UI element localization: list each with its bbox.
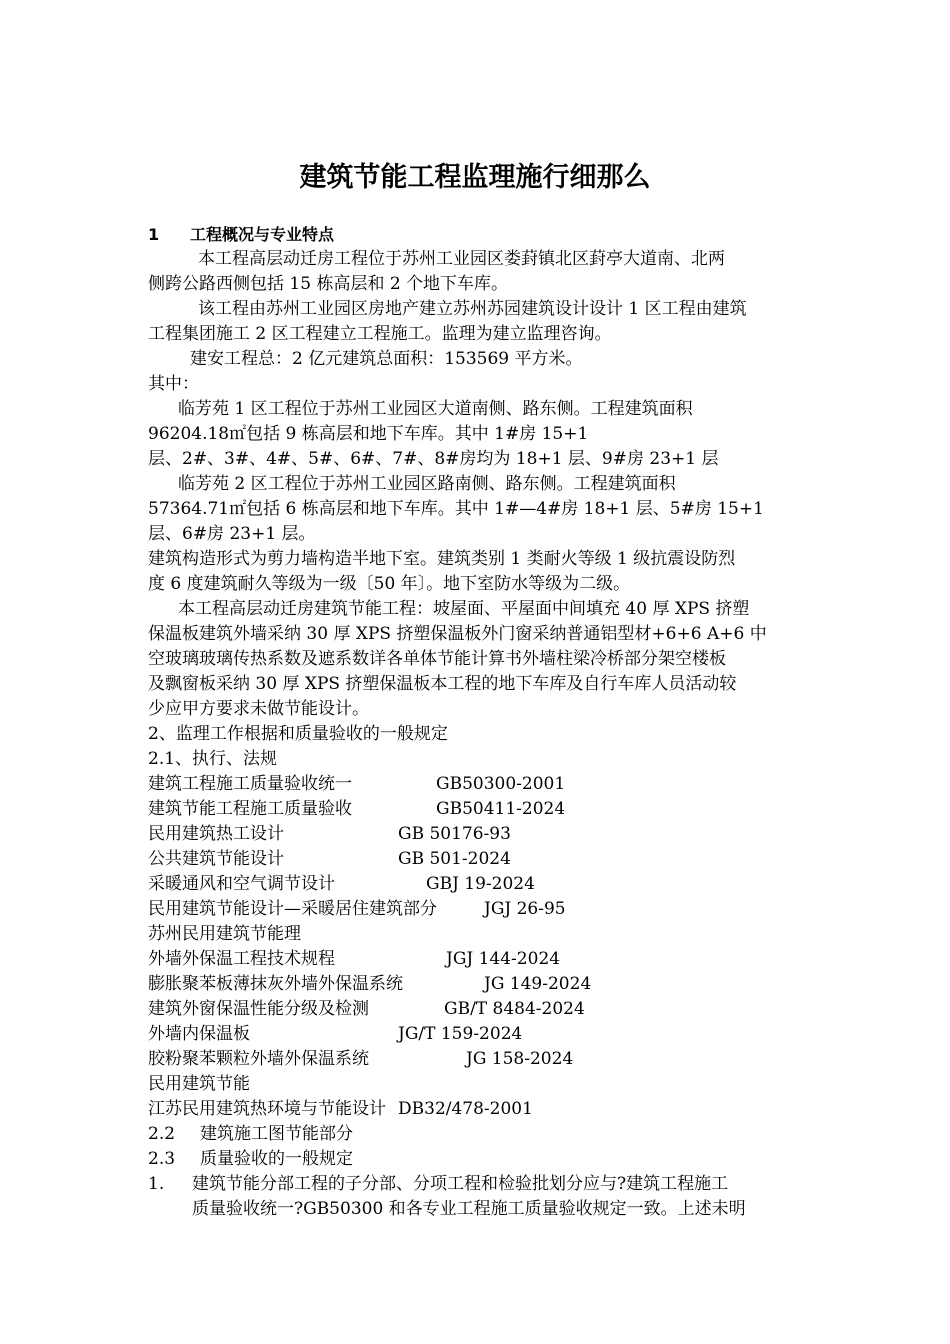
standard-name: 民用建筑节能 xyxy=(148,1074,250,1094)
subsection-2-1-heading: 2.1、执行、法规 xyxy=(148,749,278,769)
standard-name: 外墙内保温板 xyxy=(148,1024,250,1044)
standard-row xyxy=(148,1022,808,1047)
standard-name: 民用建筑节能设计—采暖居住建筑部分 xyxy=(148,899,437,919)
standard-name: 外墙外保温工程技术规程 xyxy=(148,949,335,969)
standard-row xyxy=(148,1047,808,1072)
standard-name: 胶粉聚苯颗粒外墙外保温系统 xyxy=(148,1049,369,1069)
document-body xyxy=(148,222,808,1222)
standard-name: 江苏民用建筑热环境与节能设计 xyxy=(148,1099,386,1119)
standard-code: JGJ 26-95 xyxy=(484,899,566,919)
standard-code: JG/T 159-2024 xyxy=(398,1024,523,1044)
standard-row xyxy=(148,797,808,822)
standard-name: 苏州民用建筑节能理 xyxy=(148,924,301,944)
paragraph-line: 及飘窗板采纳 30 厚 XPS 挤塑保温板本工程的地下车库及自行车库人员活动较 xyxy=(148,674,737,694)
paragraph-line: 保温板建筑外墙采纳 30 厚 XPS 挤塑保温板外门窗采纳普通铝型材+6+6 A+6 中 xyxy=(148,624,767,644)
standard-name: 建筑工程施工质量验收统一 xyxy=(148,774,352,794)
paragraph-line: 本工程高层动迁房建筑节能工程：坡屋面、平屋面中间填充 40 厚 XPS 挤塑 xyxy=(178,599,750,619)
paragraph-line: 侧跨公路西侧包括 15 栋高层和 2 个地下车库。 xyxy=(148,274,509,294)
subsection-text: 质量验收的一般规定 xyxy=(200,1149,353,1169)
standard-row xyxy=(148,1097,808,1122)
standard-code: GB/T 8484-2024 xyxy=(444,999,585,1019)
paragraph-line: 57364.71㎡包括 6 栋高层和地下车库。其中 1#—4#房 18+1 层、5#房 15+1 xyxy=(148,499,764,519)
subsection-number: 2.3 xyxy=(148,1149,176,1169)
standard-row xyxy=(148,772,808,797)
standard-name: 膨胀聚苯板薄抹灰外墙外保温系统 xyxy=(148,974,403,994)
standard-name: 公共建筑节能设计 xyxy=(148,849,284,869)
standard-name: 民用建筑热工设计 xyxy=(148,824,284,844)
paragraph-line: 度 6 度建筑耐久等级为一级〔50 年〕。地下室防水等级为二级。 xyxy=(148,574,631,594)
standard-name: 建筑节能工程施工质量验收 xyxy=(148,799,352,819)
paragraph-line: 临芳苑 2 区工程位于苏州工业园区路南侧、路东侧。工程建筑面积 xyxy=(178,474,676,494)
paragraph-line: 层、2#、3#、4#、5#、6#、7#、8#房均为 18+1 层、9#房 23+1 层 xyxy=(148,449,719,469)
paragraph-line: 本工程高层动迁房工程位于苏州工业园区娄葑镇北区葑亭大道南、北两 xyxy=(198,249,725,269)
section-number: 1 xyxy=(148,225,160,244)
list-item xyxy=(148,1172,808,1197)
paragraph-line: 空玻璃玻璃传热系数及遮系数详各单体节能计算书外墙柱梁冷桥部分架空楼板 xyxy=(148,649,726,669)
paragraph-line: 层、6#房 23+1 层。 xyxy=(148,524,316,544)
subsection-text: 建筑施工图节能部分 xyxy=(200,1124,353,1144)
list-item-text: 建筑节能分部工程的子分部、分项工程和检验批划分应与?建筑工程施工 xyxy=(192,1174,729,1194)
standard-name: 建筑外窗保温性能分级及检测 xyxy=(148,999,369,1019)
section-heading-text: 工程概况与专业特点 xyxy=(190,225,335,244)
section-2-heading: 2、监理工作根据和质量验收的一般规定 xyxy=(148,724,448,744)
standard-row xyxy=(148,947,808,972)
standard-code: GB50300-2001 xyxy=(436,774,566,794)
paragraph-line: 少应甲方要求未做节能设计。 xyxy=(148,699,369,719)
standard-row xyxy=(148,1072,808,1097)
paragraph-line: 其中： xyxy=(148,374,199,394)
paragraph-line: 临芳苑 1 区工程位于苏州工业园区大道南侧、路东侧。工程建筑面积 xyxy=(178,399,693,419)
paragraph-line: 建筑构造形式为剪力墙构造半地下室。建筑类别 1 类耐火等级 1 级抗震设防烈 xyxy=(148,549,736,569)
standard-row xyxy=(148,847,808,872)
paragraph-line: 96204.18㎡包括 9 栋高层和地下车库。其中 1#房 15+1 xyxy=(148,424,589,444)
subsection-2-2-heading xyxy=(148,1122,808,1147)
document-title: 建筑节能工程监理施行细那么 xyxy=(299,162,651,193)
standard-row xyxy=(148,822,808,847)
list-item-number: 1. xyxy=(148,1174,165,1194)
standard-code: GB 50176-93 xyxy=(398,824,511,844)
standard-name: 采暖通风和空气调节设计 xyxy=(148,874,335,894)
standard-code: JG 158-2024 xyxy=(466,1049,574,1069)
standard-row xyxy=(148,972,808,997)
standard-code: DB32/478-2001 xyxy=(398,1099,533,1119)
standard-code: JGJ 144-2024 xyxy=(446,949,561,969)
standard-row xyxy=(148,897,808,922)
paragraph-line: 该工程由苏州工业园区房地产建立苏州苏园建筑设计设计 1 区工程由建筑 xyxy=(198,299,747,319)
standard-code: JG 149-2024 xyxy=(484,974,592,994)
standard-row xyxy=(148,872,808,897)
standard-code: GB50411-2024 xyxy=(436,799,566,819)
standards-list xyxy=(148,772,808,1122)
subsection-2-3-heading xyxy=(148,1147,808,1172)
list-item-continuation: 质量验收统一?GB50300 和各专业工程施工质量验收规定一致。上述未明 xyxy=(192,1199,746,1219)
standard-code: GB 501-2024 xyxy=(398,849,511,869)
paragraph-line: 工程集团施工 2 区工程建立工程施工。监理为建立监理咨询。 xyxy=(148,324,612,344)
subsection-number: 2.2 xyxy=(148,1124,176,1144)
standard-code: GBJ 19-2024 xyxy=(426,874,535,894)
paragraph-line: 建安工程总：2 亿元建筑总面积：153569 平方米。 xyxy=(190,349,583,369)
standard-row xyxy=(148,922,808,947)
section-1-heading xyxy=(148,222,808,247)
standard-row xyxy=(148,997,808,1022)
